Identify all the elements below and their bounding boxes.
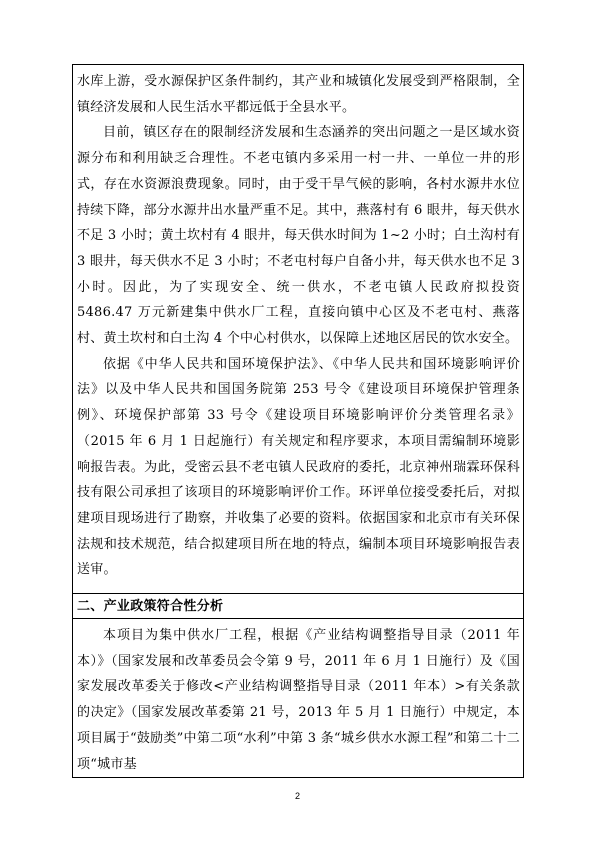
background-section	[73, 65, 523, 593]
section-heading: 二、产业政策符合性分析	[77, 599, 224, 614]
paragraph-continuation: 水库上游，受水源保护区条件制约，其产业和城镇化发展受到严格限制，全镇经济发展和人民生活水平都远低于全县水平。	[77, 74, 520, 115]
paragraph-legal-basis: 依据《中华人民共和国环境保护法》、《中华人民共和国环境影响评价法》以及中华人民共和国国务院第 253 号令《建设项目环境保护管理条例》、环境保护部第 33 号令《建设项目环境影响评价分类管理名录》（2015 年 6 月 1 日起施行）有关规定和程序要求，本项目需编制环境影响报告表。为此，受密云县不老屯镇人民政府的委托，北京神州瑞霖环保科技有限公司承担了该项目的环境影响评价工作。环评单位接受委托后，对拟建项目现场进行了勘察，并收集了必要的资料。依据国家和北京市有关环保法规和技术规范，结合拟建项目所在地的特点，编制本项目环境影响报告表送审。	[77, 356, 520, 578]
document-table-frame	[72, 64, 524, 778]
paragraph-industry-policy: 本项目为集中供水厂工程，根据《产业结构调整指导目录（2011 年本）》（国家发展和改革委员会令第 9 号，2011 年 6 月 1 日施行）及《国家发展改革委关于修改<产业结构调整指导目录（2011 年本）>有关条款的决定》（国家发展改革委第 21 号，2013 年 5 月 1 日施行）中规定，本项目属于“鼓励类”中第二项“水利”中第 3 条“城乡供水水源工程”和第二十二项“城市基	[77, 628, 520, 772]
page-number: 2	[294, 791, 300, 801]
paragraph-current-problems: 目前，镇区存在的限制经济发展和生态涵养的突出问题之一是区域水资源分布和利用缺乏合理性。不老屯镇内多采用一村一井、一单位一井的形式，存在水资源浪费现象。同时，由于受干旱气候的影响，各村水源井水位持续下降，部分水源井出水量严重不足。其中，燕落村有 6 眼井，每天供水不足 3 小时；黄土坎村有 4 眼井，每天供水时间为 1~2 小时；白土沟村有 3 眼井，每天供水不足 3 小时；不老屯村每户自备小井，每天供水也不足 3 小时。因此，为了实现安全、统一供水，不老屯镇人民政府拟投资 5486.47 万元新建集中供水厂工程，直接向镇中心区及不老屯村、燕落村、黄土坎村和白土沟 4 个中心村供水，以保障上述地区居民的饮水安全。	[77, 125, 520, 347]
industry-policy-section	[73, 619, 523, 777]
